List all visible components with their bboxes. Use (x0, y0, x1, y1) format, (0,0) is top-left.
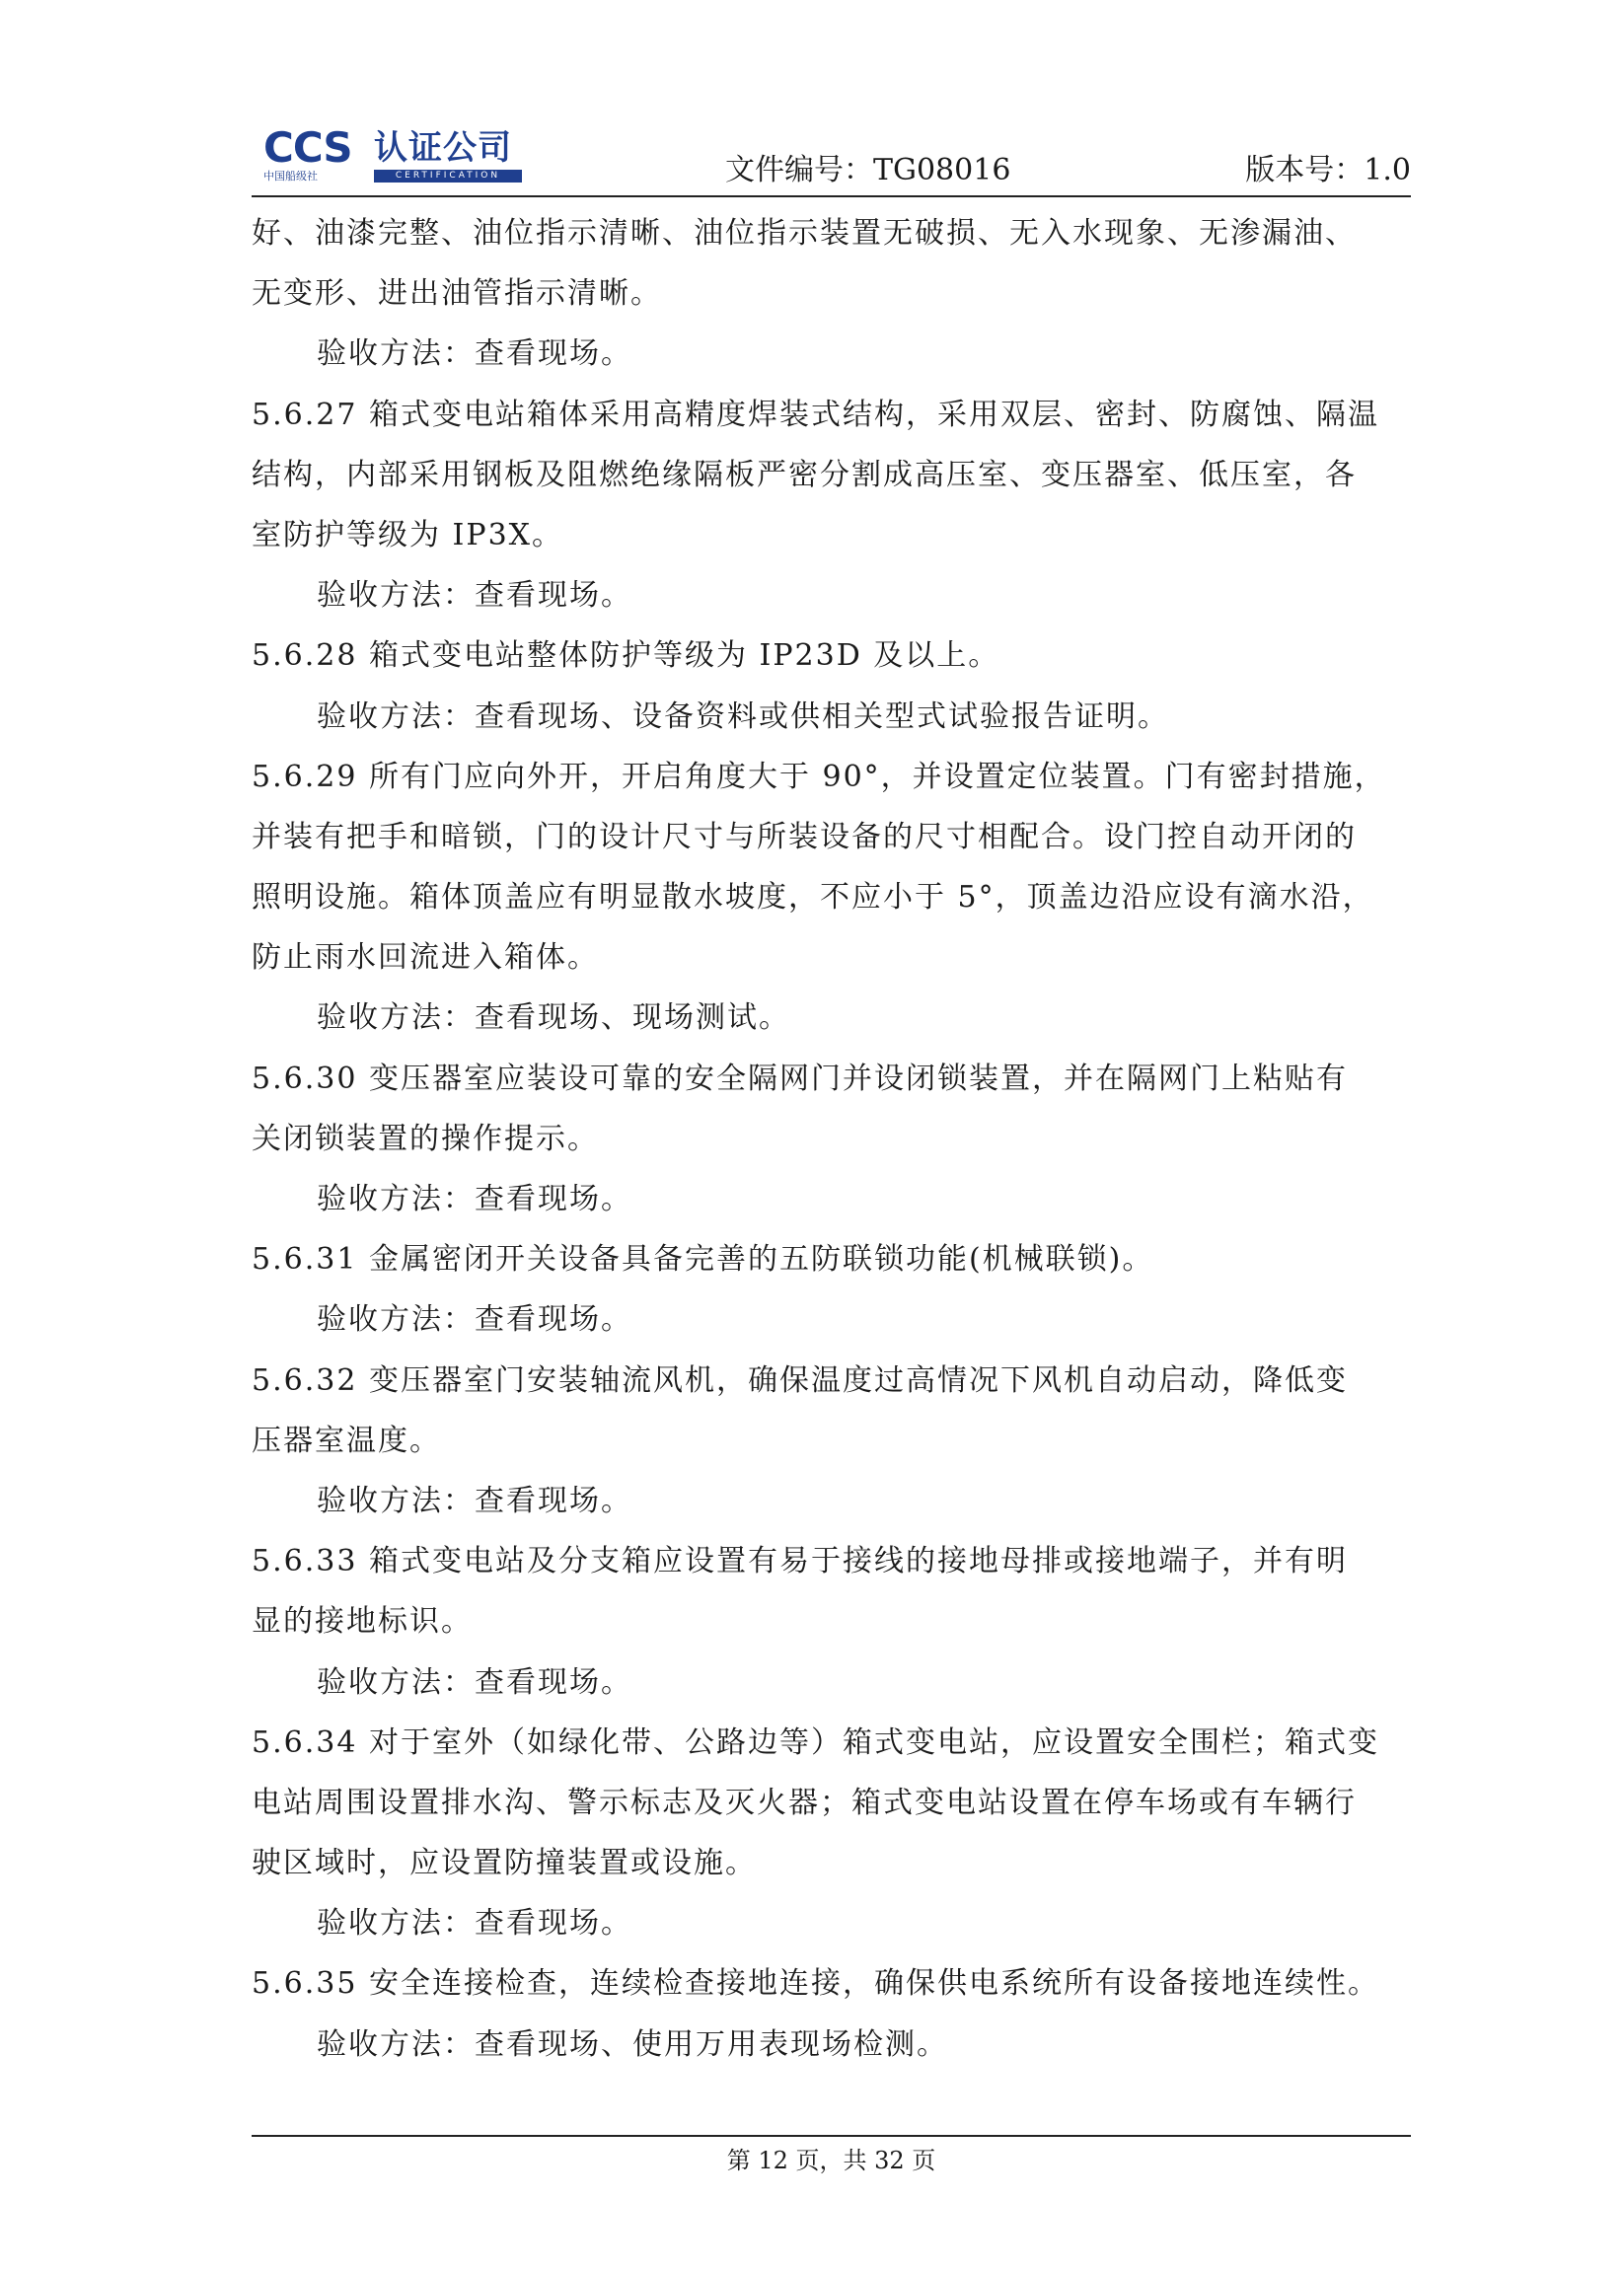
clause-5-6-35: 5.6.35 安全连接检查，连续检查接地连接，确保供电系统所有设备接地连续性。 (252, 1966, 1379, 2002)
body-line: 压器室温度。 (252, 1423, 441, 1458)
body-line: 关闭锁装置的操作提示。 (252, 1121, 599, 1156)
clause-5-6-31: 5.6.31 金属密闭开关设备具备完善的五防联锁功能(机械联锁)。 (252, 1242, 1154, 1278)
acceptance-method: 验收方法：查看现场。 (317, 578, 632, 614)
page-header (252, 116, 1411, 195)
body-line: 照明设施。箱体顶盖应有明显散水坡度，不应小于 5°，顶盖边沿应设有滴水沿， (252, 880, 1374, 916)
acceptance-method: 验收方法：查看现场。 (317, 1906, 632, 1942)
acceptance-method: 验收方法：查看现场。 (317, 1302, 632, 1338)
body-line: 显的接地标识。 (252, 1604, 473, 1640)
clause-5-6-27: 5.6.27 箱式变电站箱体采用高精度焊装式结构，采用双层、密封、防腐蚀、隔温 (252, 397, 1379, 432)
page-number: 第 12 页，共 32 页 (726, 2147, 936, 2174)
clause-5-6-30: 5.6.30 变压器室应装设可靠的安全隔网门并设闭锁装置，并在隔网门上粘贴有 (252, 1061, 1348, 1096)
clause-5-6-32: 5.6.32 变压器室门安装轴流风机，确保温度过高情况下风机自动启动，降低变 (252, 1362, 1348, 1398)
clause-5-6-33: 5.6.33 箱式变电站及分支箱应设置有易于接线的接地母排或接地端子，并有明 (252, 1544, 1348, 1579)
body-line: 好、油漆完整、油位指示清晰、油位指示装置无破损、无入水现象、无渗漏油、 (252, 216, 1357, 251)
logo-mark: CCS (263, 123, 352, 172)
version-number: 版本号：1.0 (1245, 153, 1411, 187)
acceptance-method: 验收方法：查看现场。 (317, 1664, 632, 1700)
clause-5-6-28: 5.6.28 箱式变电站整体防护等级为 IP23D 及以上。 (252, 638, 1000, 674)
logo-chinese-name: 认证公司 (374, 128, 512, 168)
body-line: 室防护等级为 IP3X。 (252, 517, 564, 552)
acceptance-method: 验收方法：查看现场、现场测试。 (317, 1000, 790, 1036)
logo-subtitle-chinese: 中国船级社 (263, 170, 318, 183)
acceptance-method: 验收方法：查看现场。 (317, 1483, 632, 1518)
document-number: 文件编号：TG08016 (725, 153, 1011, 187)
body-line: 电站周围设置排水沟、警示标志及灭火器；箱式变电站设置在停车场或有车辆行 (252, 1785, 1357, 1820)
header-divider (252, 195, 1411, 197)
ccs-certification-logo (263, 123, 540, 183)
document-body (252, 203, 1411, 2075)
body-line: 驶区域时，应设置防撞装置或设施。 (252, 1846, 757, 1881)
logo-subtitle-english: CERTIFICATION (374, 170, 522, 183)
clause-5-6-34: 5.6.34 对于室外（如绿化带、公路边等）箱式变电站，应设置安全围栏；箱式变 (252, 1724, 1379, 1760)
body-line: 防止雨水回流进入箱体。 (252, 940, 599, 976)
acceptance-method: 验收方法：查看现场、使用万用表现场检测。 (317, 2026, 948, 2062)
body-line: 结构，内部采用钢板及阻燃绝缘隔板严密分割成高压室、变压器室、低压室，各 (252, 457, 1357, 492)
acceptance-method: 验收方法：查看现场、设备资料或供相关型式试验报告证明。 (317, 698, 1169, 734)
acceptance-method: 验收方法：查看现场。 (317, 1182, 632, 1216)
clause-5-6-29: 5.6.29 所有门应向外开，开启角度大于 90°，并设置定位装置。门有密封措施， (252, 759, 1386, 794)
body-line: 无变形、进出油管指示清晰。 (252, 276, 662, 312)
body-line: 并装有把手和暗锁，门的设计尺寸与所装设备的尺寸相配合。设门控自动开闭的 (252, 819, 1357, 854)
footer-divider (252, 2135, 1411, 2137)
acceptance-method: 验收方法：查看现场。 (317, 336, 632, 372)
